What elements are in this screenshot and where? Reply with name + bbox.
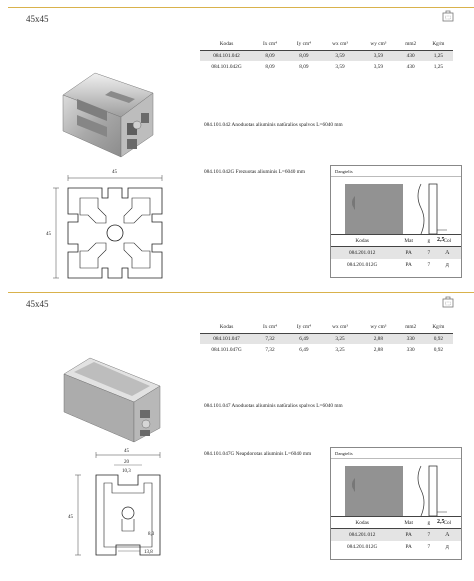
cell: 3,59 — [321, 50, 359, 61]
section-2-rule — [8, 292, 474, 293]
cell: 084.101.042G — [211, 63, 242, 70]
cell: 6,49 — [287, 333, 321, 344]
col-header: Ix cm⁴ — [253, 322, 287, 333]
cell: 7 — [427, 543, 431, 550]
cell: 084.101.047 — [200, 333, 253, 344]
cell: 084.201.012 — [331, 529, 393, 541]
spec-table-2 — [200, 322, 453, 355]
cell: PA — [405, 261, 412, 268]
cell: 430 — [406, 63, 415, 70]
cell: 7,32 — [253, 333, 287, 344]
cell: 330 — [398, 333, 424, 344]
description-1b: 084.101.042G Frezuotas aliuminis L=6040 mm — [204, 169, 305, 175]
cell: 2,88 — [373, 346, 383, 353]
col-header: Kodas — [200, 39, 253, 50]
table-row — [331, 541, 461, 553]
col-header: Mat — [393, 235, 424, 247]
cell: A — [434, 529, 461, 541]
table-row — [331, 259, 461, 271]
cell: PA — [405, 543, 412, 550]
cover-table-header — [331, 235, 461, 247]
description-2b: 084.101.047G Neapdorotas aliuminis L=6040 mm — [204, 451, 312, 457]
cell: 7,32 — [265, 346, 275, 353]
cell: 084.201.012 — [331, 247, 393, 259]
col-header: Iy cm⁴ — [287, 322, 321, 333]
cover-thickness-label: 2,5 — [437, 237, 445, 243]
cell: 0,92 — [424, 333, 453, 344]
dimension-top-label: 45 — [112, 170, 117, 175]
col-header: g — [424, 517, 434, 529]
col-header: Kg/m — [424, 322, 453, 333]
cell: 084.201.012G — [347, 543, 378, 550]
table-row — [200, 344, 453, 355]
col-header: Kodas — [331, 517, 393, 529]
table-row — [331, 529, 461, 541]
col-header: Col — [434, 235, 461, 247]
col-header: wy cm³ — [359, 322, 397, 333]
col-header: Ix cm⁴ — [253, 39, 287, 50]
profile-3d-image-1 — [55, 65, 165, 160]
dimension-slot-label: 10,3 — [122, 469, 131, 474]
cell: 1,25 — [433, 63, 444, 70]
cover-table-2 — [331, 516, 461, 553]
cell: д — [445, 543, 449, 550]
description-2a: 084.101.047 Anoduotas aliuminis natūralios spalvos L=6040 mm — [204, 403, 343, 409]
cover-box-header: Dangtelis — [331, 448, 461, 459]
cell: 6,49 — [299, 346, 309, 353]
col-header: wy cm³ — [359, 39, 397, 50]
table-row — [200, 50, 453, 61]
cell: 084.101.047G — [211, 346, 242, 353]
col-header: Mat — [393, 517, 424, 529]
cell: A — [434, 247, 461, 259]
col-header: wx cm³ — [321, 39, 359, 50]
spec-table-header — [200, 322, 453, 333]
dimension-top-label: 45 — [124, 449, 129, 454]
cell: 7 — [427, 261, 431, 268]
col-header: Kodas — [200, 322, 253, 333]
profile-slot-icon — [442, 296, 454, 308]
cell: д — [445, 261, 449, 268]
description-1a: 084.101.042 Anoduotas aliuminis natūralios spalvos L=6040 mm — [204, 122, 343, 128]
col-header: Kg/m — [424, 39, 453, 50]
col-header: Kodas — [331, 235, 393, 247]
cell: 3,25 — [335, 346, 345, 353]
cell: 8,09 — [253, 50, 287, 61]
cover-thickness-label: 2,5 — [437, 519, 445, 525]
dimension-inner-label: 20 — [124, 460, 129, 465]
cell: 084.101.042 — [200, 50, 253, 61]
profile-slot-icon — [442, 10, 454, 22]
cell: PA — [393, 529, 424, 541]
cover-table-1 — [331, 234, 461, 271]
col-header: Col — [434, 517, 461, 529]
section-2-title: 45x45 — [26, 299, 49, 309]
dimension-side-label: 45 — [46, 232, 51, 237]
cell: 3,25 — [321, 333, 359, 344]
cell: 084.201.012G — [347, 261, 378, 268]
cell: 3,59 — [359, 50, 397, 61]
cell: 430 — [398, 50, 424, 61]
col-header: mm2 — [398, 39, 424, 50]
cover-box-header: Dangtelis — [331, 166, 461, 177]
col-header: wx cm³ — [321, 322, 359, 333]
cell: PA — [393, 247, 424, 259]
cell: 0,92 — [433, 346, 444, 353]
cell: 2,88 — [359, 333, 397, 344]
table-row — [331, 247, 461, 259]
cell: 8,09 — [265, 63, 275, 70]
dimension-neck-label: 8,3 — [148, 532, 155, 537]
table-row — [200, 333, 453, 344]
section-1-title: 45x45 — [26, 14, 49, 24]
cell: 3,59 — [373, 63, 383, 70]
col-header: Iy cm⁴ — [287, 39, 321, 50]
table-row — [200, 61, 453, 72]
profile-3d-image-2 — [60, 350, 170, 445]
cell: 7 — [424, 529, 434, 541]
profile-drawing-2 — [58, 449, 168, 559]
spec-table-1 — [200, 39, 453, 72]
dimension-side-label: 45 — [68, 515, 73, 520]
cover-table-header — [331, 517, 461, 529]
cell: 8,09 — [287, 50, 321, 61]
section-1-rule — [8, 7, 474, 8]
col-header: g — [424, 235, 434, 247]
cell: 3,59 — [335, 63, 345, 70]
col-header: mm2 — [398, 322, 424, 333]
cell: 330 — [406, 346, 415, 353]
cell: 7 — [424, 247, 434, 259]
cover-box-1 — [330, 165, 462, 278]
cover-box-2 — [330, 447, 462, 560]
cell: 8,09 — [299, 63, 309, 70]
dimension-bottom-label: 13,8 — [144, 550, 153, 555]
cell: 1,25 — [424, 50, 453, 61]
spec-table-header — [200, 39, 453, 50]
profile-drawing-1 — [40, 168, 170, 278]
